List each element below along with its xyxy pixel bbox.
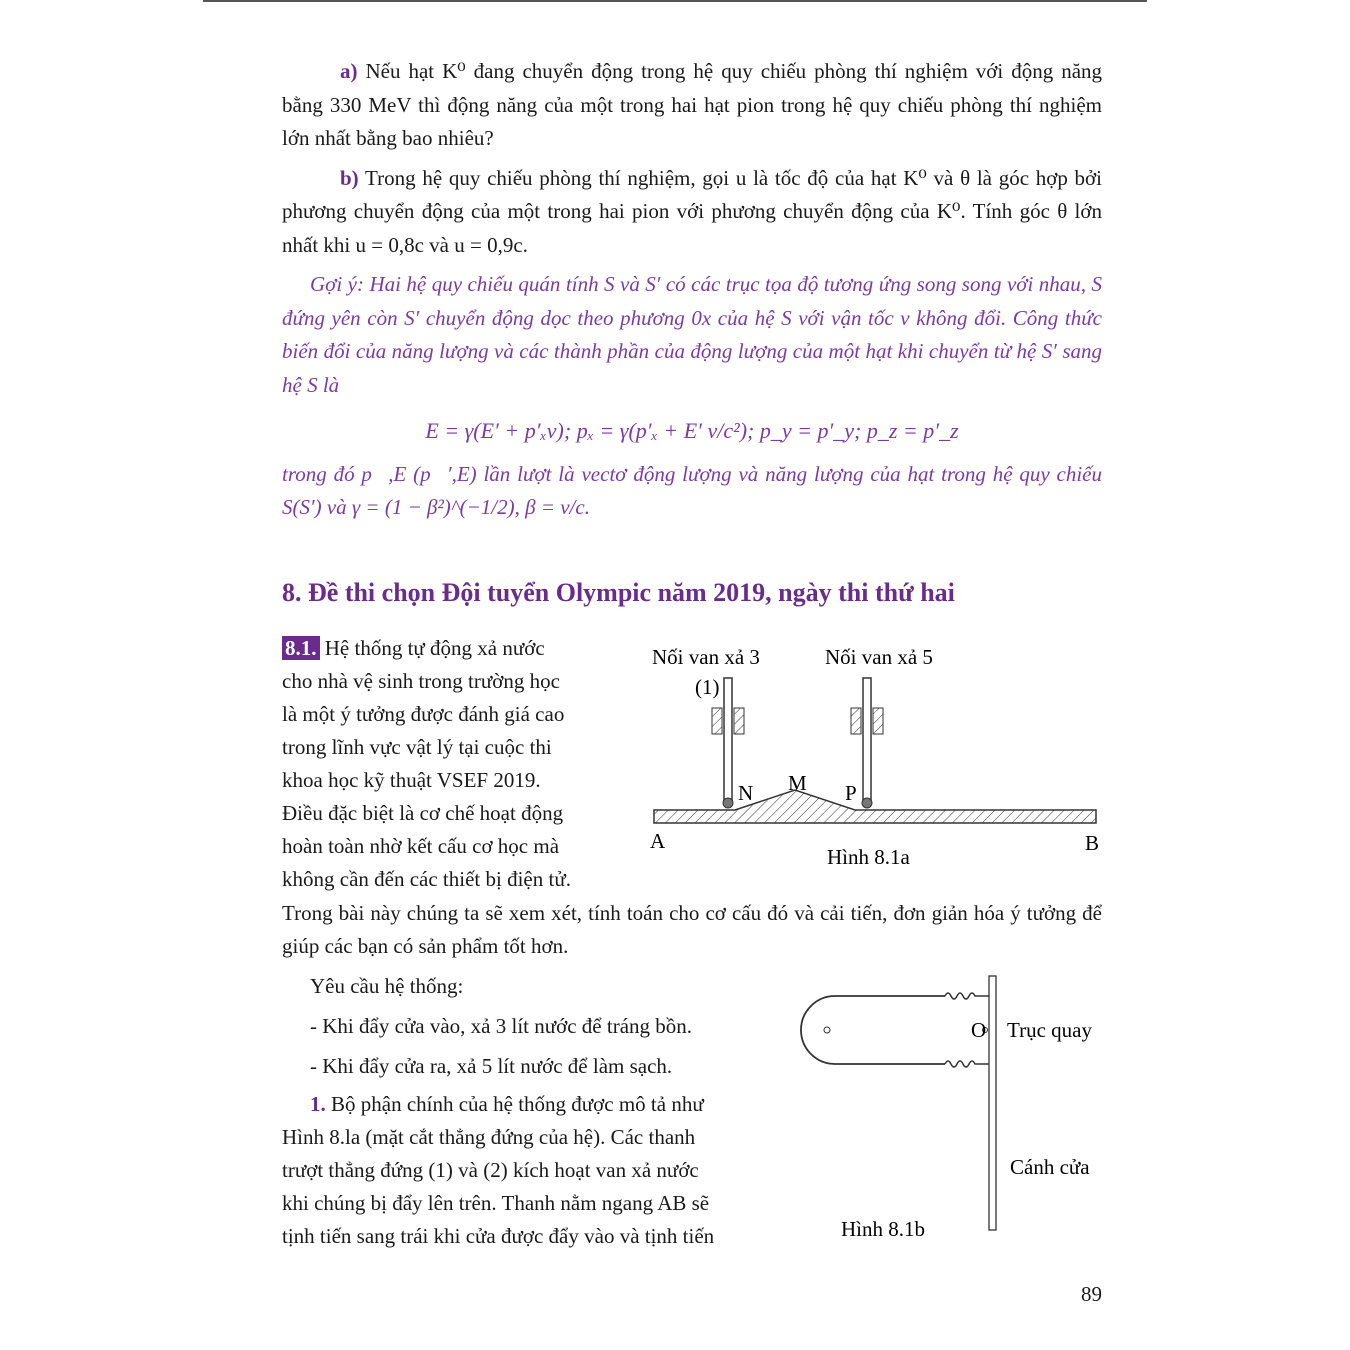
upper-text	[282, 55, 1102, 531]
guide-2-right	[873, 708, 883, 734]
spring-bottom	[945, 1061, 981, 1067]
door-panel	[989, 976, 996, 1230]
intro-line-0	[282, 632, 607, 665]
hint-after-text: trong đó p⃗,E (p⃗′,E) lần lượt là vectơ động lượng và năng lượng của hạt trong hệ quy chiếu S(S′) và γ = (1 − β²)^(−1/2), β = v/c.	[282, 461, 1102, 519]
intro-text: Hệ thống tự động xả nước	[324, 636, 545, 660]
roller-N	[723, 798, 733, 808]
part-a-text: Nếu hạt K⁰ đang chuyển động trong hệ quy chiếu phòng thí nghiệm với động năng bằng 330 MeV thì động năng của một trong hai hạt pion trong hệ quy chiếu phòng thí nghiệm lớn nhất bằng bao nhiêu?	[282, 59, 1103, 150]
intro-line: là một ý tưởng được đánh giá cao	[282, 702, 565, 726]
guide-1-left	[712, 708, 722, 734]
intro-line: không cần đến các thiết bị điện tử.	[282, 867, 571, 891]
caption-8-1b: Hình 8.1b	[841, 1217, 925, 1241]
label-P: P	[845, 781, 857, 805]
intro-line: trong lĩnh vực vật lý tại cuộc thi	[282, 735, 552, 759]
part-a-label: a)	[340, 59, 358, 83]
cable-loop	[801, 996, 945, 1064]
requirements-title: Yêu cầu hệ thống:	[310, 974, 464, 998]
intro-line: cho nhà vệ sinh trong trường học	[282, 669, 560, 693]
intro-line: Điều đặc biệt là cơ chế hoạt động	[282, 801, 564, 825]
label-O: O	[971, 1018, 987, 1042]
label-door: Cánh cửa	[1010, 1155, 1090, 1179]
roller-P	[862, 798, 872, 808]
q1-line: khi chúng bị đẩy lên trên. Thanh nằm ngang AB sẽ	[282, 1191, 710, 1215]
top-rule	[203, 0, 1147, 2]
spring-top	[945, 993, 981, 999]
q1-line: tịnh tiến sang trái khi cửa được đẩy vào và tịnh tiến	[282, 1224, 715, 1248]
intro-line: hoàn toàn nhờ kết cấu cơ học mà	[282, 834, 560, 858]
label-rod-1: (1)	[695, 675, 720, 699]
rod-2	[863, 678, 871, 802]
problem-badge: 8.1.	[282, 636, 320, 660]
label-valve-5: Nối van xả 5	[825, 645, 933, 669]
part-a-paragraph	[282, 55, 1102, 156]
section-title: 8. Đề thi chọn Đội tuyển Olympic năm 2019, ngày thi thứ hai	[282, 578, 955, 607]
intro-line: khoa học kỹ thuật VSEF 2019.	[282, 768, 541, 792]
part-b-text: Trong hệ quy chiếu phòng thí nghiệm, gọi u là tốc độ của hạt K⁰ và θ là góc hợp bởi phương chuyển động của một trong hai pion với phương chuyển động của K⁰. Tính góc θ lớn nhất khi u = 0,8c và u = 0,9c.	[282, 165, 1103, 257]
label-A: A	[650, 829, 666, 853]
guide-1-right	[734, 708, 744, 734]
requirements-block	[310, 970, 800, 1083]
q1-line: trượt thẳng đứng (1) và (2) kích hoạt van xả nước	[282, 1158, 699, 1182]
label-valve-3: Nối van xả 3	[652, 645, 760, 669]
q1-text: Bộ phận chính của hệ thống được mô tả như	[331, 1092, 704, 1116]
rod-1	[724, 678, 732, 802]
page-number: 89	[1081, 1282, 1102, 1306]
guide-2-left	[851, 708, 861, 734]
requirement-item: - Khi đẩy cửa vào, xả 3 lít nước để tráng bồn.	[310, 1014, 693, 1038]
part-b-label: b)	[340, 165, 359, 190]
requirement-item: - Khi đẩy cửa ra, xả 5 lít nước để làm sạch.	[310, 1054, 673, 1078]
q1-line: Hình 8.la (mặt cắt thẳng đứng của hệ). Các thanh	[282, 1125, 696, 1149]
problem-continuation: Trong bài này chúng ta sẽ xem xét, tính toán cho cơ cấu đó và cải tiến, đơn giản hóa ý tưởng để giúp các bạn có sản phẩm tốt hơn.	[282, 901, 1102, 958]
q1-label: 1.	[310, 1092, 326, 1116]
bar-AB	[654, 790, 1096, 823]
problem-intro	[282, 632, 607, 896]
label-axis: Trục quay	[1007, 1018, 1092, 1042]
figure-8-1a	[640, 640, 1110, 880]
pulley-center	[824, 1027, 830, 1033]
label-B: B	[1085, 831, 1100, 855]
part-b-paragraph	[282, 162, 1102, 263]
transform-formula: E = γ(E′ + p′ₓv); pₓ = γ(p′ₓ + E′ v/c²); p_y = p′_y; p_z = p′_z	[425, 418, 959, 443]
question-1	[282, 1088, 772, 1253]
figure-8-1b	[785, 968, 1110, 1248]
q1-line	[282, 1088, 772, 1121]
label-M: M	[788, 771, 807, 795]
label-N: N	[738, 781, 754, 805]
hint-text: Gợi ý: Hai hệ quy chiếu quán tính S và S′ có các trục tọa độ tương ứng song song với nhau, S đứng yên còn S′ chuyển động dọc theo phương 0x của hệ S với vận tốc v không đổi. Công thức biến đổi của năng lượng và các thành phần của động lượng của một hạt khi chuyển từ hệ S′ sang hệ S là	[282, 272, 1102, 397]
caption-8-1a: Hình 8.1a	[827, 845, 910, 869]
